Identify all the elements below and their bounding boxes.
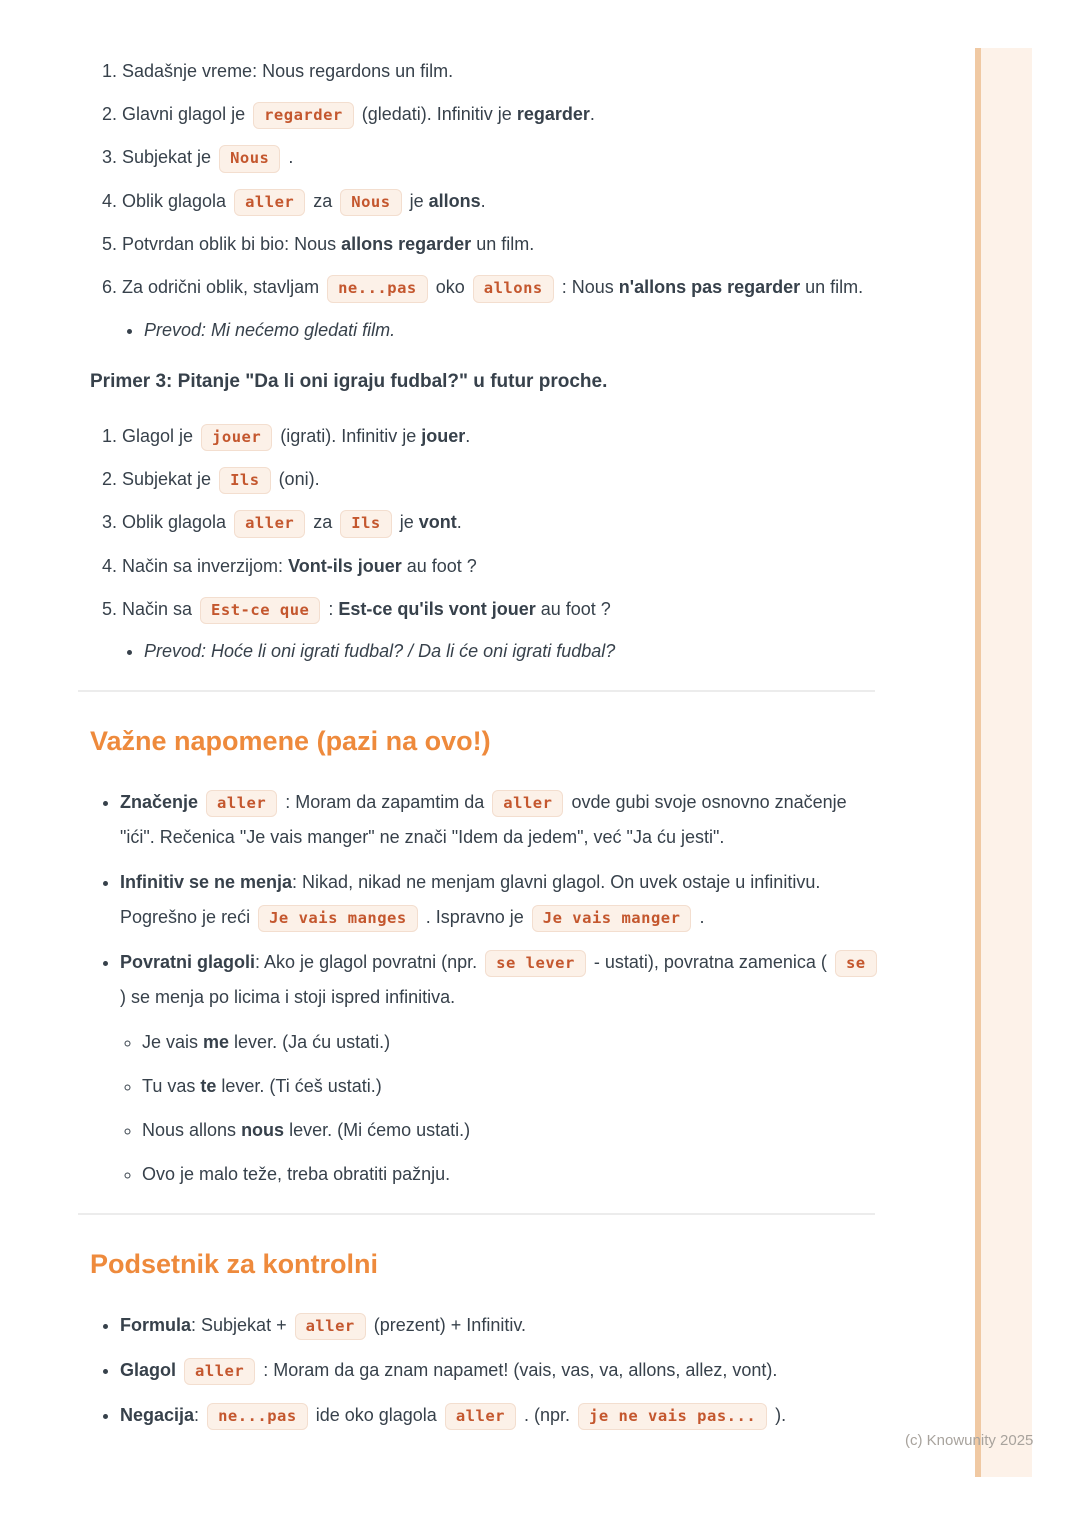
bold-text: vont xyxy=(418,512,457,533)
list-item xyxy=(120,945,880,1189)
reminder-list xyxy=(90,1308,880,1433)
text-run: . xyxy=(465,425,471,446)
code-chip: jouer xyxy=(201,424,272,451)
list-item xyxy=(120,1398,880,1433)
text-run: lever. (Ja ću ustati.) xyxy=(229,1032,391,1052)
text-run: ide oko glagola xyxy=(310,1405,442,1425)
text-run: Ovo je malo teže, treba obratiti pažnju. xyxy=(142,1164,451,1184)
text-run: . (npr. xyxy=(519,1405,576,1425)
list-item-text xyxy=(122,464,880,494)
code-chip: aller xyxy=(234,189,305,216)
example3-steps-list xyxy=(90,421,880,667)
list-item xyxy=(122,272,880,344)
list-item-text xyxy=(122,229,880,259)
bold-text: Est-ce qu'ils vont jouer xyxy=(338,598,536,619)
example3-title: Primer 3: Pitanje "Da li oni igraju fudbal?" u futur proche. xyxy=(90,370,608,392)
text-run: : Moram da ga znam napamet! (vais, vas, va, allons, allez, vont). xyxy=(258,1360,778,1380)
list-item xyxy=(122,464,880,494)
text-run: lever. (Ti ćeš ustati.) xyxy=(216,1076,382,1096)
text-run: un film. xyxy=(800,277,864,298)
list-item xyxy=(120,785,880,855)
bold-text: nous xyxy=(241,1120,285,1140)
bold-text: allons regarder xyxy=(341,234,472,255)
code-chip: allons xyxy=(473,275,554,302)
text-run: Oblik glagola xyxy=(122,190,232,211)
sub-list xyxy=(120,1027,880,1189)
text-run: Način sa xyxy=(122,598,198,619)
sub-list-item xyxy=(142,1115,880,1145)
bold-text: jouer xyxy=(421,425,466,446)
sub-list-item xyxy=(144,315,880,345)
sub-list-item xyxy=(142,1027,880,1057)
text-run: oko xyxy=(430,277,470,298)
text-run: au foot ? xyxy=(535,598,611,619)
text-run xyxy=(176,1360,181,1380)
reminder-heading: Podsetnik za kontrolni xyxy=(90,1249,379,1279)
code-chip: Nous xyxy=(219,145,280,172)
list-item-text xyxy=(122,99,880,129)
text-run: ovde gubi svoje osnovno značenje "ići". Rečenica "Je vais manger" ne znači "Idem da jedem", već "Ja ću jesti". xyxy=(120,792,847,847)
code-chip: regarder xyxy=(253,102,354,129)
text-run: Sadašnje vreme: Nous regardons un film. xyxy=(122,61,454,81)
code-chip: aller xyxy=(295,1313,366,1340)
bold-text: Značenje xyxy=(120,792,199,812)
bold-text: Povratni glagoli xyxy=(120,952,256,972)
list-item-text xyxy=(122,507,880,537)
text-run: . xyxy=(283,147,294,168)
bold-text: Formula xyxy=(120,1315,192,1335)
list-item xyxy=(122,594,880,666)
text-run: za xyxy=(308,190,338,211)
code-chip: Ils xyxy=(219,467,271,494)
list-item xyxy=(120,1308,880,1343)
section-divider xyxy=(78,690,875,692)
text-run: : Nous xyxy=(556,277,619,298)
code-chip: je ne vais pas... xyxy=(578,1403,767,1430)
list-item-text xyxy=(122,142,880,172)
text-run: - ustati), povratna zamenica ( xyxy=(588,952,832,972)
list-item xyxy=(122,507,880,537)
text-run: : Ako je glagol povratni (npr. xyxy=(255,952,483,972)
list-item-text xyxy=(122,186,880,216)
sub-list xyxy=(122,315,880,345)
page-margin-stripe xyxy=(975,48,1032,1477)
text-run: Način sa inverzijom: xyxy=(122,555,289,576)
bold-text: regarder xyxy=(516,104,590,124)
text-run: Za odrični oblik, stavljam xyxy=(122,277,325,298)
list-item-text xyxy=(120,945,880,1015)
list-item-text xyxy=(120,785,880,855)
text-run: . xyxy=(456,512,462,533)
list-item-text xyxy=(120,865,880,935)
code-chip: Est-ce que xyxy=(200,597,320,624)
list-item-text xyxy=(122,272,880,302)
text-run: : xyxy=(194,1405,205,1425)
italic-text: Prevod: Mi nećemo gledati film. xyxy=(144,319,396,340)
code-chip: Ils xyxy=(340,510,392,537)
bold-text: me xyxy=(203,1032,230,1052)
copyright-watermark: (c) Knowunity 2025 xyxy=(905,1432,1034,1449)
code-chip: Nous xyxy=(340,189,401,216)
text-run: lever. (Mi ćemo ustati.) xyxy=(284,1120,471,1140)
list-item xyxy=(120,1353,880,1388)
list-item-text xyxy=(122,594,880,624)
code-chip: aller xyxy=(184,1358,255,1385)
text-run: : Nikad, nikad ne menjam glavni glagol. On uvek ostaje u infinitivu. Pogrešno je reći xyxy=(120,872,821,927)
list-item xyxy=(122,229,880,259)
text-run: Glagol je xyxy=(122,425,199,446)
text-run: au foot ? xyxy=(401,555,477,576)
bold-text: te xyxy=(200,1076,217,1096)
list-item xyxy=(122,56,880,86)
text-run: (igrati). Infinitiv je xyxy=(275,425,422,446)
text-run: Glavni glagol je xyxy=(122,104,251,124)
bold-text: Negacija xyxy=(120,1405,195,1425)
list-item xyxy=(122,99,880,129)
code-chip: Je vais manges xyxy=(258,905,418,932)
section-divider xyxy=(78,1213,875,1215)
list-item-text xyxy=(122,56,880,86)
sub-list-item xyxy=(142,1071,880,1101)
text-run: za xyxy=(308,512,338,533)
text-run: Potvrdan oblik bi bio: Nous xyxy=(122,234,342,255)
example2-steps-list xyxy=(90,56,880,345)
bold-text: allons xyxy=(428,190,481,211)
text-run: : xyxy=(323,598,339,619)
text-run: . xyxy=(589,104,595,124)
list-item-text xyxy=(120,1308,880,1343)
list-item xyxy=(122,421,880,451)
list-item-text xyxy=(120,1353,880,1388)
text-run: Subjekat je xyxy=(122,147,217,168)
code-chip: ne...pas xyxy=(207,1403,308,1430)
text-run: Je vais xyxy=(142,1032,204,1052)
text-run: un film. xyxy=(471,234,535,255)
text-run: je xyxy=(394,512,419,533)
text-run: ). xyxy=(770,1405,787,1425)
code-chip: se xyxy=(835,950,877,977)
notes-list xyxy=(90,785,880,1189)
italic-text: Prevod: Hoće li oni igrati fudbal? / Da li će oni igrati fudbal? xyxy=(144,641,616,661)
text-run: : Moram da zapamtim da xyxy=(280,792,490,812)
code-chip: Je vais manger xyxy=(532,905,692,932)
text-run: (gledati). Infinitiv je xyxy=(356,104,517,124)
text-run: je xyxy=(404,190,429,211)
text-run: (oni). xyxy=(273,468,320,489)
text-run: . xyxy=(694,907,705,927)
text-run: Tu vas xyxy=(142,1076,201,1096)
notes-heading: Važne napomene (pazi na ovo!) xyxy=(90,726,491,756)
list-item xyxy=(122,142,880,172)
code-chip: aller xyxy=(234,510,305,537)
sub-list-item xyxy=(144,636,880,666)
code-chip: ne...pas xyxy=(327,275,428,302)
list-item-text xyxy=(120,1398,880,1433)
bold-text: n'allons pas regarder xyxy=(618,277,801,298)
bold-text: Glagol xyxy=(120,1360,177,1380)
bold-text: Infinitiv se ne menja xyxy=(120,872,293,892)
list-item xyxy=(122,186,880,216)
document-content xyxy=(90,44,880,1443)
list-item-text xyxy=(122,551,880,581)
text-run: Oblik glagola xyxy=(122,512,232,533)
list-item xyxy=(120,865,880,935)
text-run: Nous allons xyxy=(142,1120,242,1140)
code-chip: aller xyxy=(492,790,563,817)
sub-list xyxy=(122,636,880,666)
text-run: : Subjekat + xyxy=(191,1315,292,1335)
text-run: . Ispravno je xyxy=(420,907,529,927)
code-chip: aller xyxy=(445,1403,516,1430)
text-run: Subjekat je xyxy=(122,468,217,489)
list-item-text xyxy=(122,421,880,451)
code-chip: se lever xyxy=(485,950,586,977)
text-run: (prezent) + Infinitiv. xyxy=(368,1315,526,1335)
text-run: . xyxy=(480,190,486,211)
list-item xyxy=(122,551,880,581)
bold-text: Vont-ils jouer xyxy=(288,555,402,576)
sub-list-item xyxy=(142,1159,880,1189)
text-run: ) se menja po licima i stoji ispred infinitiva. xyxy=(120,987,456,1007)
text-run xyxy=(198,792,203,812)
code-chip: aller xyxy=(206,790,277,817)
